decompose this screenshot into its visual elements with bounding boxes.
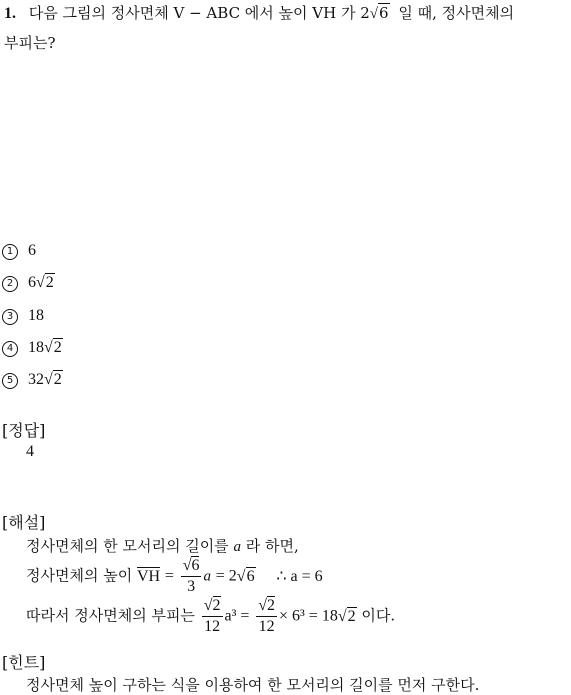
choice-value: 18 — [28, 307, 44, 324]
choice-5[interactable] — [2, 371, 63, 389]
hint-label: [힌트] — [2, 653, 46, 672]
choice-radical: √2 — [44, 339, 62, 356]
fraction: $\frac{√2}{12}$ — [258, 597, 275, 635]
answer-value: 4 — [26, 443, 34, 460]
choice-marker: 4 — [2, 341, 18, 357]
choice-value: 18 — [28, 339, 44, 356]
question-line1-suffix: 일 때, 정사면체의 — [398, 4, 515, 22]
explanation-line1: 정사면체의 한 모서리의 길이를 a 라 하면, — [26, 537, 299, 555]
choice-value: 6 — [28, 242, 36, 259]
question-text — [4, 2, 514, 23]
explanation-line2: 정사면체의 높이 VH = $\frac{√6}{3}$ a = 2√6 ∴ a = 6 — [26, 557, 323, 595]
choice-marker: 1 — [2, 244, 18, 260]
choice-value: 32 — [28, 371, 44, 388]
choice-value: 6 — [28, 274, 36, 291]
choice-radical: √2 — [44, 371, 62, 388]
fraction: $\frac{√6}{3}$ — [182, 557, 200, 595]
question-number: 1. — [4, 5, 16, 22]
answer-label: [정답] — [2, 421, 46, 440]
question-line1-prefix: 다음 그림의 정사면체 V − ABC 에서 높이 VH 가 2 — [28, 4, 370, 22]
choice-radical: √2 — [36, 274, 54, 291]
question-line2: 부피는? — [4, 34, 56, 52]
choice-marker: 3 — [2, 309, 18, 325]
conclusion: ∴ a = 6 — [276, 567, 323, 585]
explanation-line3: 따라서 정사면체의 부피는 $\frac{√2}{12}$ a³ = $\frac{√2}{12}$ × 6³ = 18√2 이다. — [26, 597, 396, 635]
choice-3[interactable] — [2, 307, 44, 325]
explanation-label: [해설] — [2, 513, 46, 532]
question-radical: √6 — [369, 4, 389, 22]
hint-text: 정사면체 높이 구하는 식을 이용하여 한 모서리의 길이를 먼저 구한다. — [26, 676, 480, 694]
choice-marker: 5 — [2, 373, 18, 389]
choice-1[interactable] — [2, 242, 36, 260]
choice-2[interactable] — [2, 274, 55, 292]
segment-vh: VH — [136, 567, 161, 585]
fraction: $\frac{√2}{12}$ — [203, 597, 221, 635]
choice-4[interactable] — [2, 339, 63, 357]
choice-marker: 2 — [2, 276, 18, 292]
